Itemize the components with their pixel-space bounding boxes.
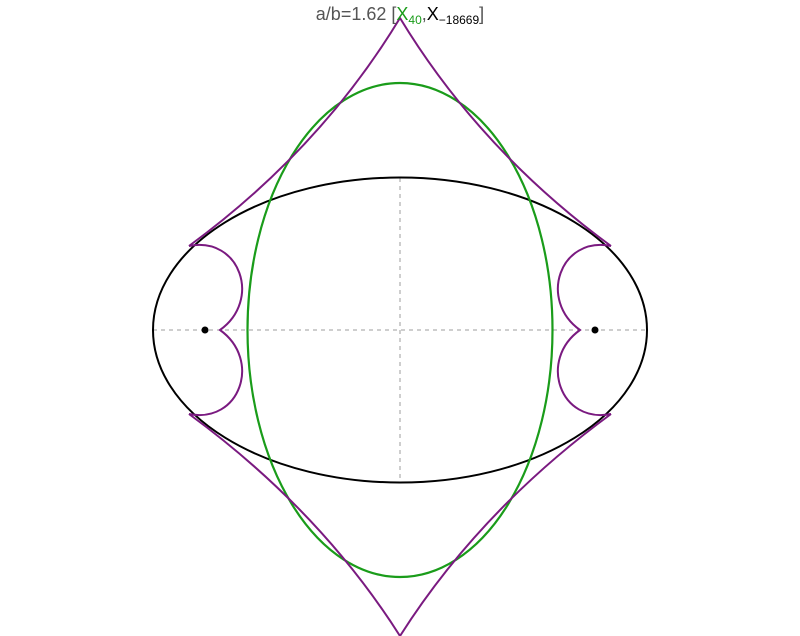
- title-comma: ,: [421, 4, 427, 24]
- title-x40-index: 40: [408, 13, 422, 27]
- title-prefix: a/b=1.62 [: [315, 4, 397, 24]
- title-x18669-letter: X: [426, 4, 439, 24]
- purple-curve-bottom: [189, 414, 611, 636]
- title-suffix: ]: [479, 4, 485, 24]
- title-x18669-index: −18669: [438, 13, 480, 27]
- right-focus-point: [592, 327, 599, 334]
- left-focus-point: [202, 327, 209, 334]
- title-x40-letter: X: [396, 4, 409, 24]
- diagram-title: [316, 4, 484, 27]
